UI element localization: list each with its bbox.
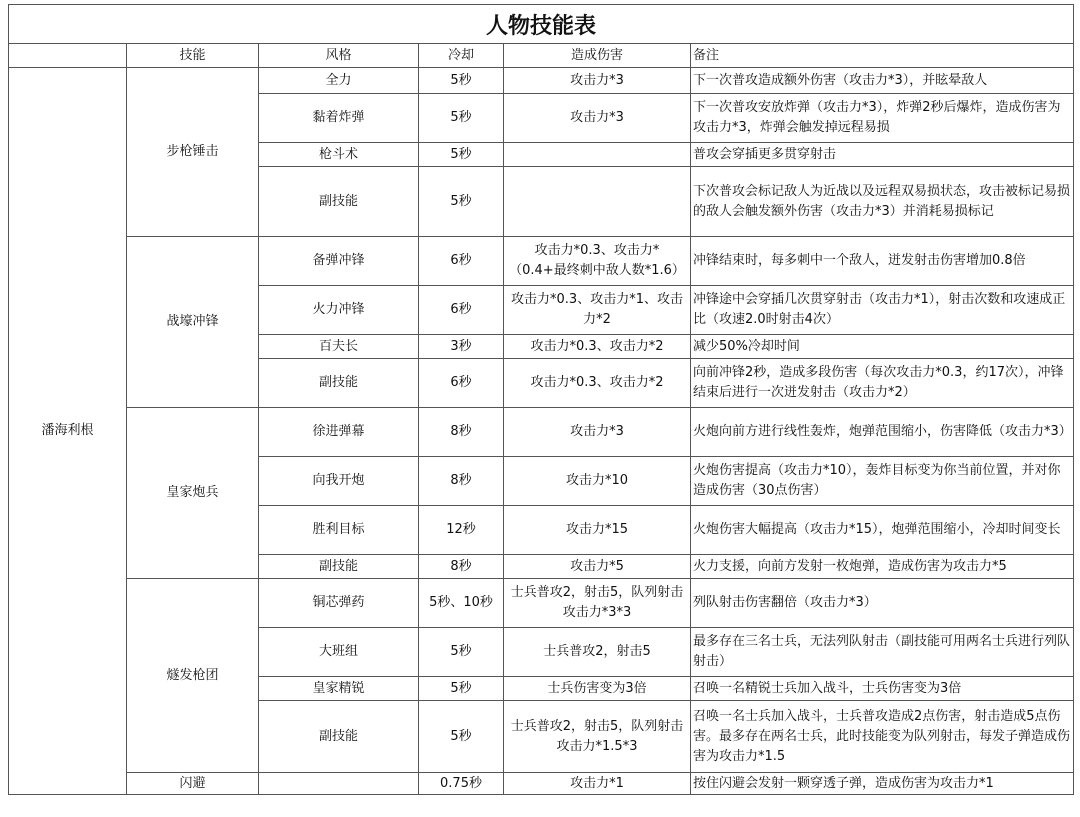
note-cell[interactable]: 列队射击伤害翻倍（攻击力*3） — [691, 579, 1074, 628]
cooldown-cell[interactable]: 5秒 — [419, 701, 504, 773]
cooldown-cell[interactable]: 5秒 — [419, 94, 504, 143]
damage-cell[interactable]: 攻击力*0.3、攻击力*（0.4+最终刺中敌人数*1.6） — [504, 237, 691, 286]
note-cell[interactable]: 火力支援，向前方发射一枚炮弹，造成伤害为攻击力*5 — [691, 555, 1074, 579]
style-cell[interactable]: 备弹冲锋 — [259, 237, 419, 286]
header-skill[interactable]: 技能 — [127, 44, 259, 68]
character-cell[interactable]: 潘海利根 — [9, 68, 127, 795]
damage-cell[interactable]: 士兵普攻2，射击5，队列射击攻击力*3*3 — [504, 579, 691, 628]
damage-cell[interactable] — [504, 167, 691, 237]
damage-cell[interactable]: 攻击力*0.3、攻击力*2 — [504, 335, 691, 359]
table-row — [9, 237, 1074, 286]
damage-cell[interactable]: 攻击力*5 — [504, 555, 691, 579]
cooldown-cell[interactable]: 6秒 — [419, 286, 504, 335]
cooldown-cell[interactable]: 12秒 — [419, 506, 504, 555]
damage-cell[interactable]: 攻击力*3 — [504, 94, 691, 143]
cooldown-cell[interactable]: 6秒 — [419, 237, 504, 286]
cooldown-cell[interactable]: 8秒 — [419, 457, 504, 506]
header-damage[interactable]: 造成伤害 — [504, 44, 691, 68]
note-cell[interactable]: 按住闪避会发射一颗穿透子弹，造成伤害为攻击力*1 — [691, 773, 1074, 795]
style-cell[interactable]: 向我开炮 — [259, 457, 419, 506]
note-cell[interactable]: 召唤一名士兵加入战斗，士兵普攻造成2点伤害，射击造成5点伤害。最多存在两名士兵，此时技能变为队列射击，每发子弹造成伤害为攻击力*1.5 — [691, 701, 1074, 773]
header-style[interactable]: 风格 — [259, 44, 419, 68]
skill-cell[interactable]: 皇家炮兵 — [127, 408, 259, 579]
cooldown-cell[interactable]: 8秒 — [419, 408, 504, 457]
style-cell[interactable]: 百夫长 — [259, 335, 419, 359]
style-cell[interactable]: 胜利目标 — [259, 506, 419, 555]
damage-cell[interactable]: 攻击力*15 — [504, 506, 691, 555]
header-blank[interactable] — [9, 44, 127, 68]
cooldown-cell[interactable]: 0.75秒 — [419, 773, 504, 795]
style-cell[interactable]: 火力冲锋 — [259, 286, 419, 335]
damage-cell[interactable]: 攻击力*0.3、攻击力*2 — [504, 359, 691, 408]
damage-cell[interactable]: 士兵伤害变为3倍 — [504, 677, 691, 701]
table-row — [9, 773, 1074, 795]
damage-cell[interactable]: 攻击力*0.3、攻击力*1、攻击力*2 — [504, 286, 691, 335]
style-cell[interactable]: 铜芯弹药 — [259, 579, 419, 628]
damage-cell[interactable]: 攻击力*3 — [504, 408, 691, 457]
note-cell[interactable]: 火炮向前方进行线性轰炸，炮弹范围缩小，伤害降低（攻击力*3） — [691, 408, 1074, 457]
damage-cell[interactable] — [504, 143, 691, 167]
table-row — [9, 68, 1074, 94]
header-note[interactable]: 备注 — [691, 44, 1074, 68]
note-cell[interactable]: 冲锋途中会穿插几次贯穿射击（攻击力*1），射击次数和攻速成正比（攻速2.0时射击4次） — [691, 286, 1074, 335]
style-cell[interactable]: 大班组 — [259, 628, 419, 677]
style-cell[interactable]: 副技能 — [259, 555, 419, 579]
style-cell[interactable]: 副技能 — [259, 701, 419, 773]
style-cell[interactable]: 徐进弹幕 — [259, 408, 419, 457]
note-cell[interactable]: 最多存在三名士兵，无法列队射击（副技能可用两名士兵进行列队射击） — [691, 628, 1074, 677]
cooldown-cell[interactable]: 5秒 — [419, 167, 504, 237]
style-cell[interactable] — [259, 773, 419, 795]
header-cooldown[interactable]: 冷却 — [419, 44, 504, 68]
style-cell[interactable]: 副技能 — [259, 359, 419, 408]
note-cell[interactable]: 向前冲锋2秒，造成多段伤害（每次攻击力*0.3，约17次），冲锋结束后进行一次迸发射击（攻击力*2） — [691, 359, 1074, 408]
damage-cell[interactable]: 士兵普攻2，射击5，队列射击攻击力*1.5*3 — [504, 701, 691, 773]
note-cell[interactable]: 下一次普攻造成额外伤害（攻击力*3），并眩晕敌人 — [691, 68, 1074, 94]
style-cell[interactable]: 黏着炸弹 — [259, 94, 419, 143]
cooldown-cell[interactable]: 5秒 — [419, 677, 504, 701]
style-cell[interactable]: 枪斗术 — [259, 143, 419, 167]
damage-cell[interactable]: 攻击力*1 — [504, 773, 691, 795]
cooldown-cell[interactable]: 6秒 — [419, 359, 504, 408]
skill-cell[interactable]: 燧发枪团 — [127, 579, 259, 773]
note-cell[interactable]: 下次普攻会标记敌人为近战以及远程双易损状态，攻击被标记易损的敌人会触发额外伤害（攻击力*3）并消耗易损标记 — [691, 167, 1074, 237]
note-cell[interactable]: 火炮伤害大幅提高（攻击力*15），炮弹范围缩小，冷却时间变长 — [691, 506, 1074, 555]
sheet-title: 人物技能表 — [8, 4, 1074, 43]
skill-table — [8, 43, 1074, 795]
style-cell[interactable]: 全力 — [259, 68, 419, 94]
note-cell[interactable]: 召唤一名精锐士兵加入战斗，士兵伤害变为3倍 — [691, 677, 1074, 701]
style-cell[interactable]: 皇家精锐 — [259, 677, 419, 701]
note-cell[interactable]: 冲锋结束时，每多刺中一个敌人，迸发射击伤害增加0.8倍 — [691, 237, 1074, 286]
cooldown-cell[interactable]: 8秒 — [419, 555, 504, 579]
note-cell[interactable]: 火炮伤害提高（攻击力*10），轰炸目标变为你当前位置，并对你造成伤害（30点伤害） — [691, 457, 1074, 506]
cooldown-cell[interactable]: 5秒 — [419, 68, 504, 94]
damage-cell[interactable]: 攻击力*3 — [504, 68, 691, 94]
cooldown-cell[interactable]: 5秒 — [419, 143, 504, 167]
cooldown-cell[interactable]: 5秒 — [419, 628, 504, 677]
cooldown-cell[interactable]: 3秒 — [419, 335, 504, 359]
note-cell[interactable]: 减少50%冷却时间 — [691, 335, 1074, 359]
style-cell[interactable]: 副技能 — [259, 167, 419, 237]
skill-cell[interactable]: 战壕冲锋 — [127, 237, 259, 408]
damage-cell[interactable]: 士兵普攻2，射击5 — [504, 628, 691, 677]
skill-cell[interactable]: 闪避 — [127, 773, 259, 795]
header-row — [9, 44, 1074, 68]
skill-cell[interactable]: 步枪锤击 — [127, 68, 259, 237]
note-cell[interactable]: 普攻会穿插更多贯穿射击 — [691, 143, 1074, 167]
note-cell[interactable]: 下一次普攻安放炸弹（攻击力*3），炸弹2秒后爆炸，造成伤害为攻击力*3，炸弹会触发掉远程易损 — [691, 94, 1074, 143]
table-row — [9, 579, 1074, 628]
cooldown-cell[interactable]: 5秒、10秒 — [419, 579, 504, 628]
damage-cell[interactable]: 攻击力*10 — [504, 457, 691, 506]
table-row — [9, 408, 1074, 457]
